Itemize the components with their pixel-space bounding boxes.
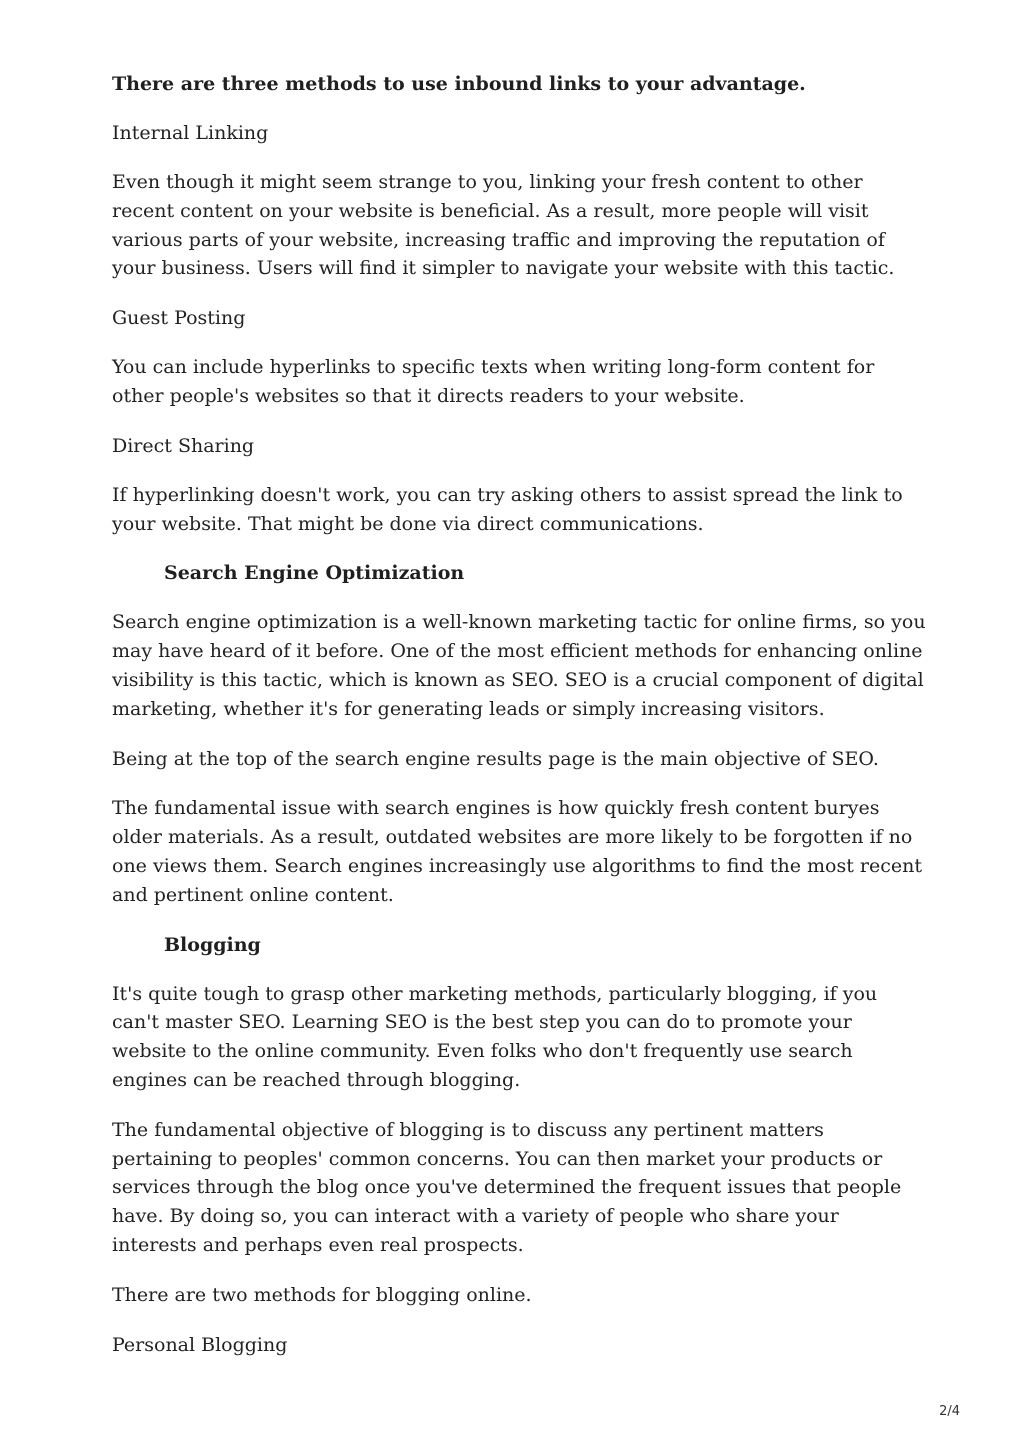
blogging-heading: Blogging (164, 933, 261, 956)
seo-heading: Search Engine Optimization (164, 562, 465, 585)
guest-posting-body: You can include hyperlinks to specific texts when writing long-form content for other people's websites so that it directs readers to your website. (112, 356, 875, 407)
blogging-paragraph: The fundamental objective of blogging is to discuss any pertinent matters pertaining to peoples' common concerns. You can then market your products or services through the blog once you've determined the frequent issues that people have. By doing so, you can interact with a variety of people who share your interests and perhaps even real prospects. (112, 1118, 902, 1256)
seo-paragraph: Being at the top of the search engine results page is the main objective of SEO. (112, 747, 879, 770)
page-number: 2/4 (939, 1404, 960, 1419)
intro-heading: There are three methods to use inbound links to your advantage. (112, 73, 806, 95)
blogging-paragraph: There are two methods for blogging online. (112, 1283, 532, 1306)
seo-paragraph: Search engine optimization is a well-known marketing tactic for online firms, so you may have heard of it before. One of the most efficient methods for enhancing online visibility is this tactic, which is known as SEO. SEO is a crucial component of digital marketing, whether it's for generating leads or simply increasing visitors. (112, 611, 926, 720)
internal-linking-body: Even though it might seem strange to you, linking your fresh content to other recent content on your website is beneficial. As a result, more people will visit various parts of your website, increasing traffic and improving the reputation of your business. Users will find it simpler to navigate your website with this tactic. (112, 171, 895, 280)
direct-sharing-body: If hyperlinking doesn't work, you can try asking others to assist spread the link to your website. That might be done via direct communications. (112, 483, 903, 535)
blogging-paragraph: It's quite tough to grasp other marketing methods, particularly blogging, if you can't master SEO. Learning SEO is the best step you can do to promote your website to the online community. Even folks who don't frequently use search engines can be reached through blogging. (112, 982, 878, 1091)
internal-linking-title: Internal Linking (112, 122, 269, 144)
guest-posting-title: Guest Posting (112, 307, 246, 330)
personal-blogging-title: Personal Blogging (112, 1333, 288, 1356)
seo-paragraph: The fundamental issue with search engines is how quickly fresh content buryes older materials. As a result, outdated websites are more likely to be forgotten if no one views them. Search engines increasingly use algorithms to find the most recent and pertinent online content. (112, 797, 923, 906)
direct-sharing-title: Direct Sharing (112, 434, 255, 457)
document-page (112, 70, 927, 1380)
